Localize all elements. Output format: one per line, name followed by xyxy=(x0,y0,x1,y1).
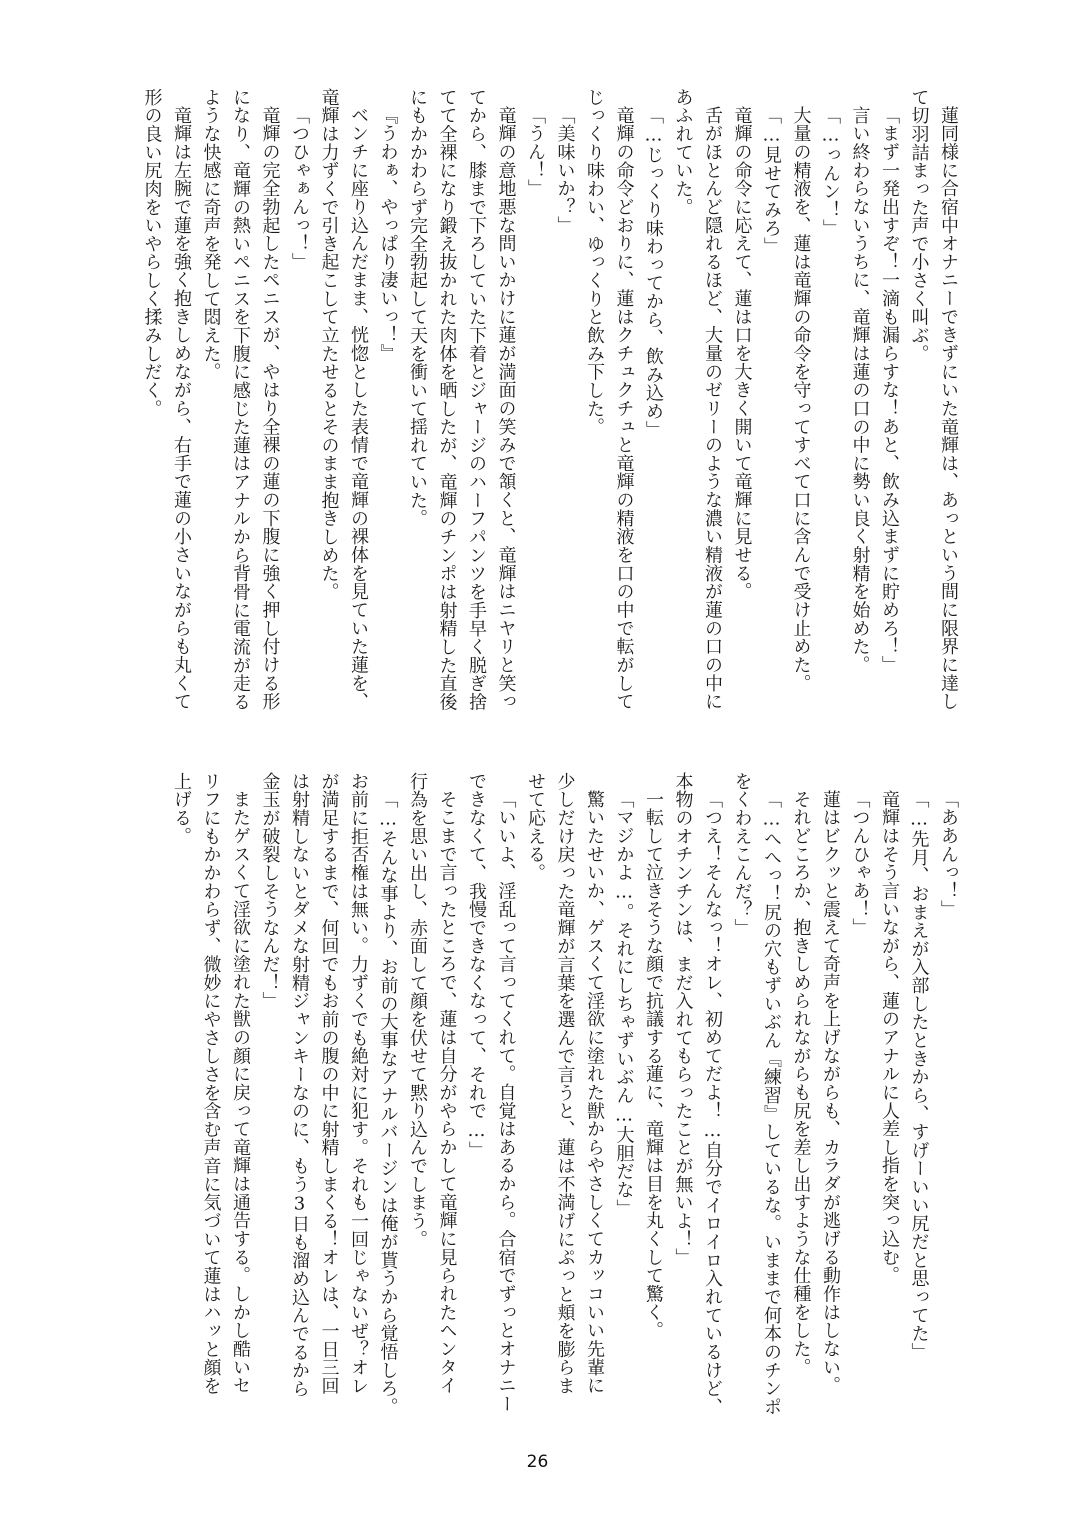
page-number: 26 xyxy=(526,1452,549,1472)
text-line: 竜輝の意地悪な問いかけに蓮が満面の笑みで頷くと、竜輝はニヤリと笑っ xyxy=(495,106,517,711)
text-line: 「つんひゃあ！」 xyxy=(849,790,871,937)
text-line: そこまで言ったところで、蓮は自分がやらかして竜輝に見られたヘンタイ xyxy=(436,790,458,1395)
text-line: が満足するまで、何回でもお前の腹の中に射精しまくる！オレは、一日三回 xyxy=(318,772,340,1395)
text-line: 大量の精液を、蓮は竜輝の命令を守ってすべて口に含んで受け止めた。 xyxy=(790,106,812,693)
text-line: は射精しないとダメな射精ジャンキーなのに、もう3日も溜め込んでるから xyxy=(289,772,310,1398)
text-line: 「うん！」 xyxy=(525,106,546,198)
text-line: 蓮同様に合宿中オナニーできずにいた竜輝は、あっという間に限界に達し xyxy=(938,106,959,711)
text-line: 「ああんっ！」 xyxy=(938,790,959,919)
text-line: じっくり味わい、ゆっくりと飲み下した。 xyxy=(584,88,605,437)
text-line: 竜輝はそう言いながら、蓮のアナルに人差し指を突っ込む。 xyxy=(879,790,900,1285)
text-line: ベンチに座り込んだまま、恍惚とした表情で竜輝の裸体を見ていた蓮を、 xyxy=(348,106,369,711)
text-line: 言い終わらないうちに、竜輝は蓮の口の中に勢い良く射精を始めた。 xyxy=(849,106,871,674)
text-line: 「…先月、おまえが入部したときから、すげーいい尻だと思ってた」 xyxy=(908,790,930,1361)
text-line: て切羽詰まった声で小さく叫ぶ。 xyxy=(908,88,930,363)
text-line: 竜輝の命令どおりに、蓮はクチュクチュと竜輝の精液を口の中で転がして xyxy=(613,106,635,711)
text-line: 「つえ！そんなっ！オレ、初めてだよ！…自分でイロイロ入れているけど、 xyxy=(702,790,723,1416)
text-line: 「いいよ、淫乱って言ってくれて。自覚はあるから。合宿でずっとオナニー xyxy=(495,790,517,1413)
text-block-top xyxy=(137,88,963,738)
text-line: できなくて、我慢できなくなって、それで…」 xyxy=(466,772,487,1160)
text-line: あふれていた。 xyxy=(672,88,694,217)
text-line: 「…見せてみろ」 xyxy=(761,106,782,256)
text-line: 竜輝は左腕で蓮を強く抱きしめながら、右手で蓮の小さいながらも丸くて xyxy=(171,106,192,711)
text-line: にもかかわらず完全勃起して天を衝いて揺れていた。 xyxy=(407,88,428,528)
text-line: 形の良い尻肉をいやらしく揉みしだく。 xyxy=(141,88,163,418)
text-line: 本物のオチンチンは、まだ入れてもらったことが無いよ！」 xyxy=(672,772,694,1267)
text-line: 少しだけ戻った竜輝が言葉を選んで言うと、蓮は不満げにぷっと頬を膨らま xyxy=(554,772,576,1395)
text-line: 「美味いか？」 xyxy=(554,106,576,235)
text-line: 『うわぁ、やっぱり凄いっ！』 xyxy=(377,106,399,363)
text-line: それどころか、抱きしめられながらも尻を差し出すような仕種をした。 xyxy=(790,790,812,1377)
text-line: 「…じっくり味わってから、飲み込め」 xyxy=(643,106,664,439)
text-line: てから、膝まで下ろしていた下着とジャージのハーフパンツを手早く脱ぎ捨 xyxy=(466,88,487,711)
text-line: お前に拒否権は無い。力ずくでも絶対に犯す。それも一回じゃないぜ？オレ xyxy=(348,772,369,1395)
text-line: 舌がほとんど隠れるほど、大量のゼリーのような濃い精液が蓮の口の中に xyxy=(702,106,723,711)
text-line: 「…へへっ！尻の穴もずいぶん『練習』しているな。いままで何本のチンポ xyxy=(761,790,782,1416)
text-line: 「…っんン！」 xyxy=(820,106,841,238)
text-line: リフにもかかわらず、微妙にやさしさを含む声音に気づいて蓮はハッと顔を xyxy=(200,772,222,1395)
text-line: 竜輝の完全勃起したペニスが、やはり全裸の蓮の下腹に強く押し付ける形 xyxy=(259,106,281,711)
text-line: 蓮はビクッと震えて奇声を上げながらも、カラダが逃げる動作はしない。 xyxy=(820,790,841,1395)
text-line: せて応える。 xyxy=(525,772,546,882)
text-line: 「…そんな事より、お前の大事なアナルバージンは俺が貰うから覚悟しろ。 xyxy=(377,790,399,1416)
text-line: ような快感に奇声を発して悶えた。 xyxy=(200,88,222,382)
text-line: 行為を思い出し、赤面して顔を伏せて黙り込んでしまう。 xyxy=(407,772,428,1249)
text-line: 上げる。 xyxy=(171,772,192,846)
text-line: 「まず一発出すぞ！一滴も漏らすな！あと、飲み込まずに貯めろ！」 xyxy=(879,106,900,674)
text-line: 「つひゃぁんっ！」 xyxy=(289,106,310,271)
text-line: をくわえこんだ？」 xyxy=(731,772,753,937)
text-line: またゲスくて淫欲に塗れた獣の顔に戻って竜輝は通告する。しかし酷いセ xyxy=(230,790,251,1395)
text-line: になり、竜輝の熱いペニスを下腹に感じた蓮はアナルから背骨に電流が走る xyxy=(230,88,251,711)
text-line: 「マジかよ…。それにしちゃずいぶん…大胆だな」 xyxy=(613,790,635,1218)
text-line: 驚いたせいか、ゲスくて淫欲に塗れた獣からやさしくてカッコいい先輩に xyxy=(584,790,605,1395)
text-line: 金玉が破裂しそうなんだ！」 xyxy=(259,772,281,1011)
text-line: 竜輝は力ずくで引き起こして立たせるとそのまま抱きしめた。 xyxy=(318,88,340,601)
text-line: てて全裸になり鍛え抜かれた肉体を晒したが、竜輝のチンポは射精した直後 xyxy=(436,88,458,711)
text-line: 一転して泣きそうな顔で抗議する蓮に、竜輝は目を丸くして驚く。 xyxy=(643,790,664,1340)
text-line: 竜輝の命令に応えて、蓮は口を大きく開いて竜輝に見せる。 xyxy=(731,106,753,601)
text-block-bottom xyxy=(167,772,964,1422)
